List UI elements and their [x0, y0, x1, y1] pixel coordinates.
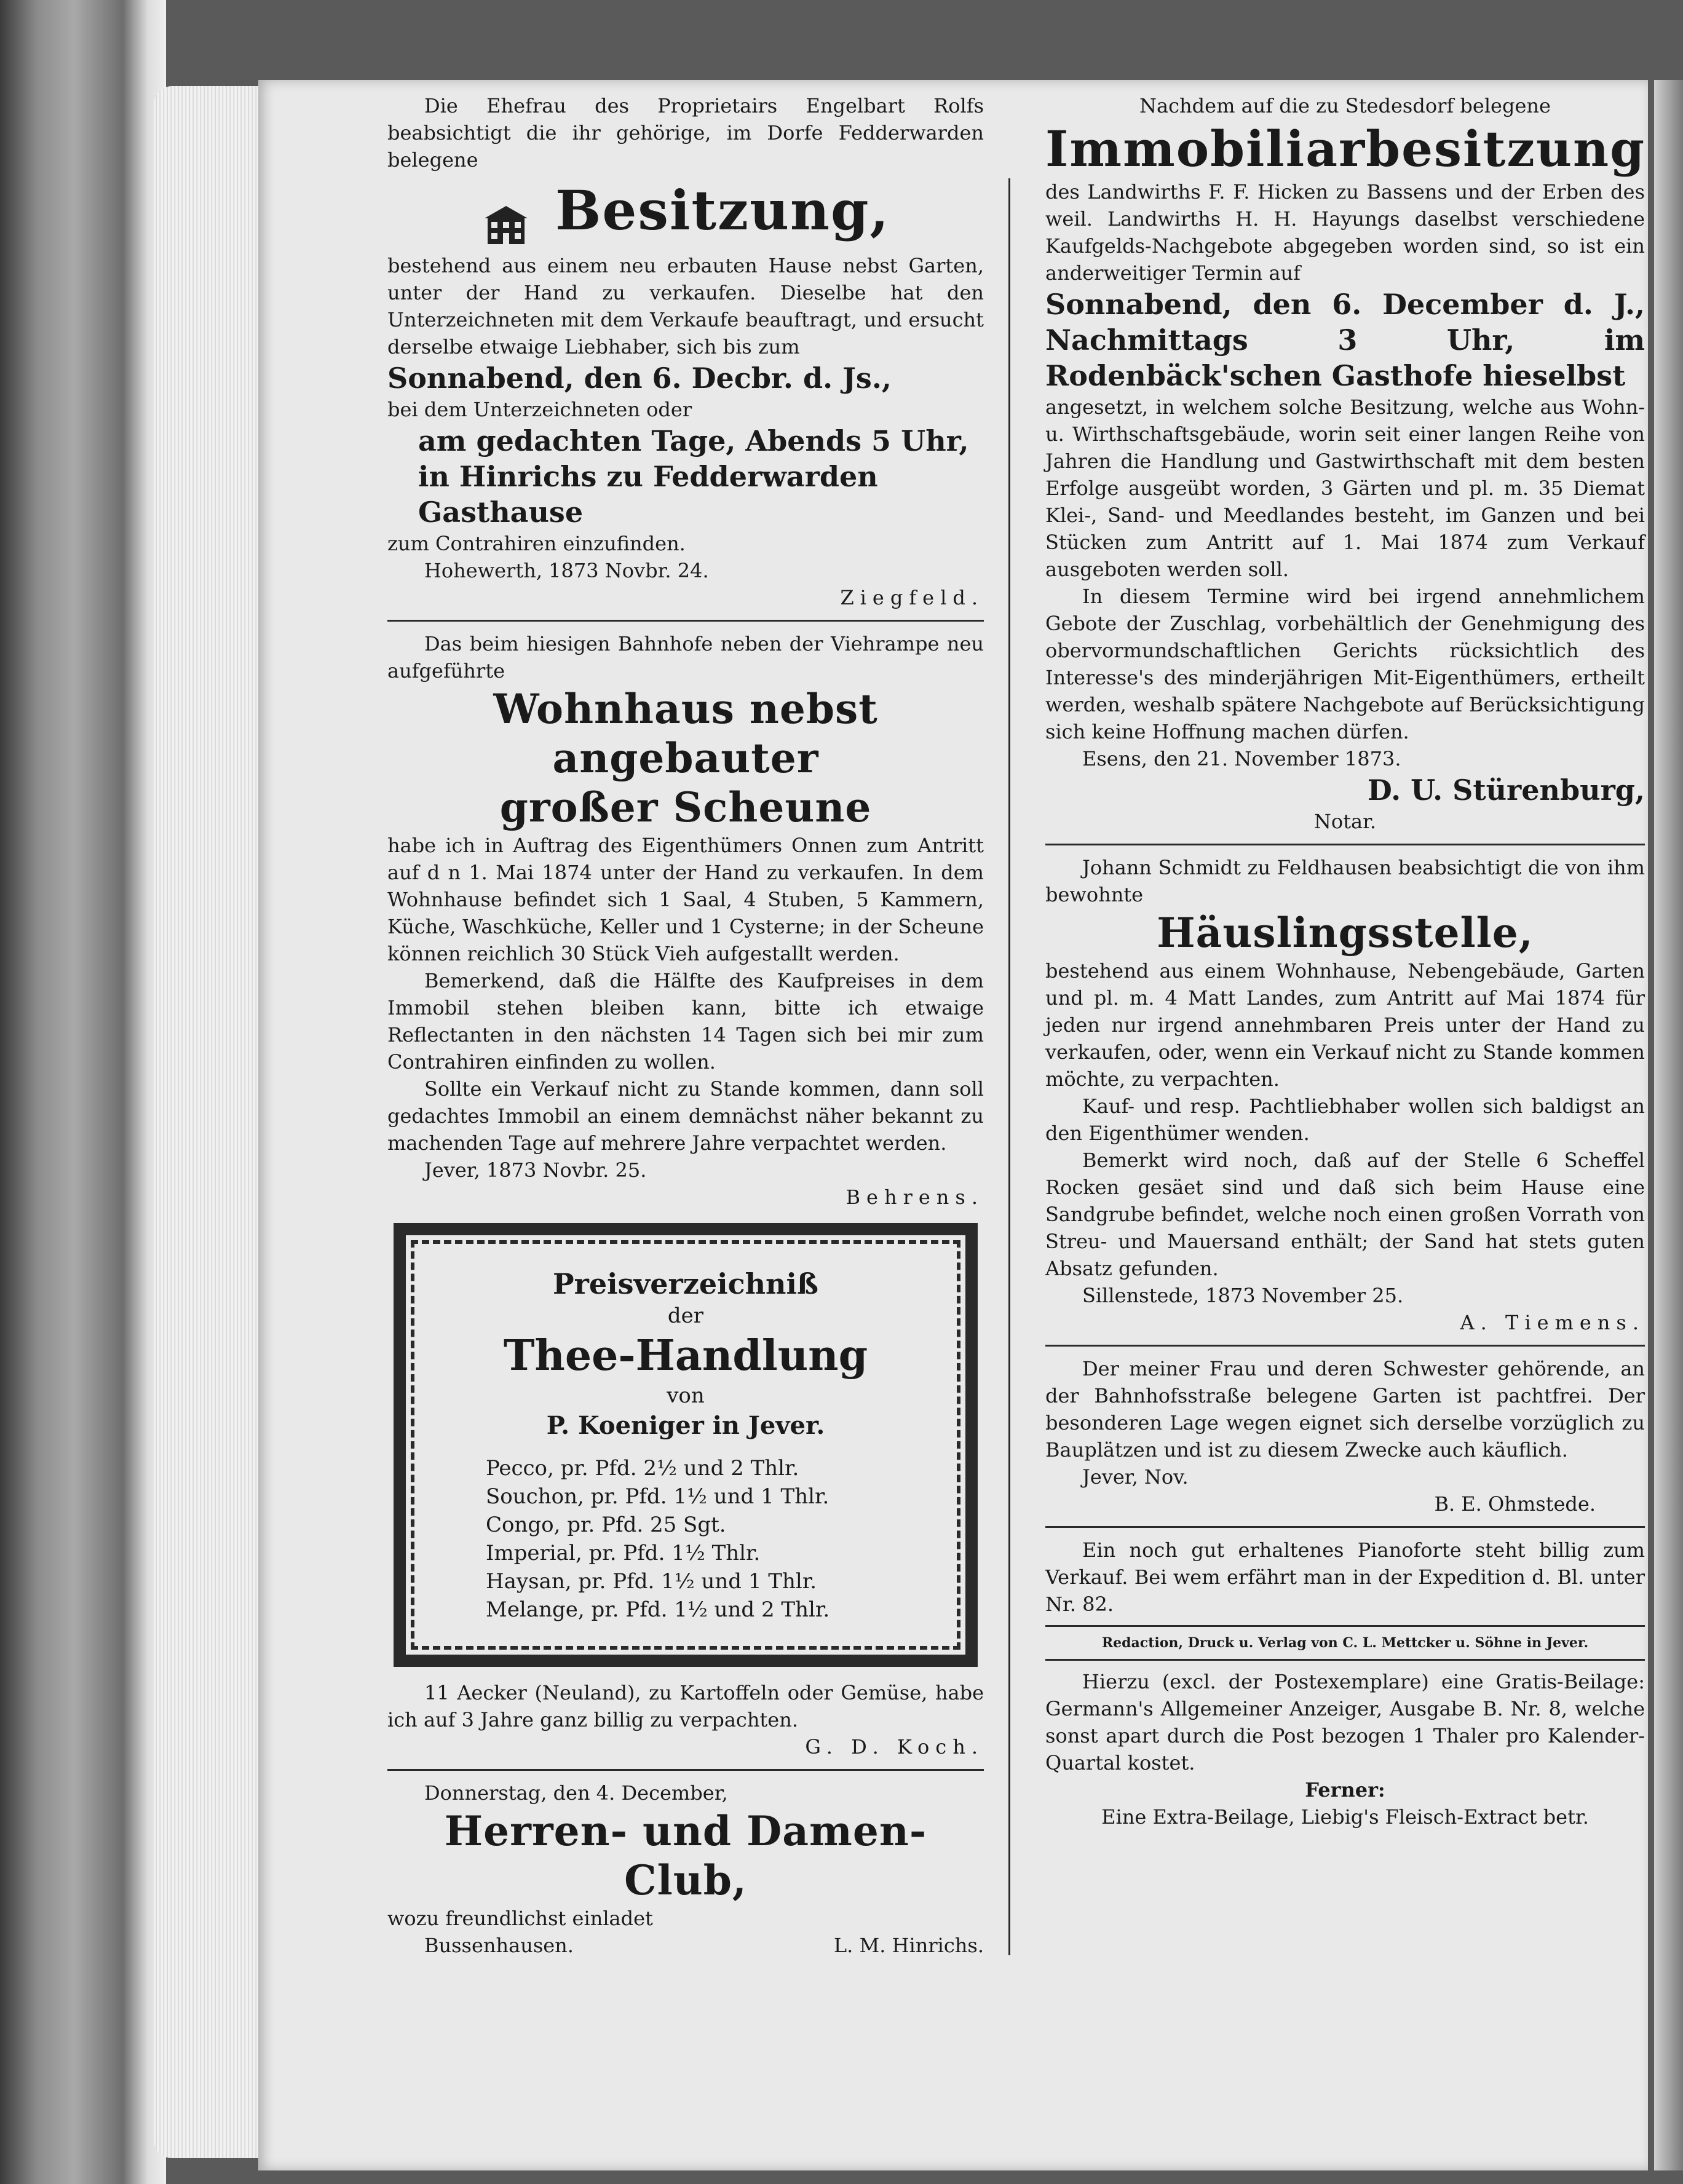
- ad-day-line: am gedachten Tage, Abends 5 Uhr,: [418, 424, 969, 457]
- ad-besitzung: [387, 92, 984, 611]
- ad-signature: D. U. Stürenburg,: [1367, 774, 1645, 807]
- ad-headline: Besitzung,: [555, 178, 890, 242]
- ad-body-2: Bemerkend, daß die Hälfte des Kaufpreises in dem Immobil stehen bleiben kann, bitte ich etwaige Reflectanten in den nächsten 14 Tagen sich bei mir zum Contrahiren einfinden zu wollen.: [387, 968, 984, 1074]
- separator-rule: [387, 1769, 984, 1771]
- ad-at-line: bei dem Unterzeichneten oder: [387, 397, 692, 421]
- price-item: Pecco, pr. Pfd. 2½ und 2 Thlr.: [486, 1455, 799, 1481]
- house-icon: [481, 203, 531, 246]
- ad-date: Donnerstag, den 4. December,: [424, 1781, 728, 1805]
- ad-body: bestehend aus einem neu erbauten Hause nebst Garten, unter der Hand zu verkaufen. Dieselbe hat den Unterzeichneten mit dem Verkaufe beauftragt, und ersucht derselbe etwaige Liebhaber, sich bis zum: [387, 253, 984, 358]
- ad-headline: Wohnhaus nebst angebauter: [493, 684, 878, 782]
- ad-dateline: Jever, 1873 Novbr. 25.: [424, 1158, 647, 1182]
- price-list-title: Preisverzeichniß: [553, 1267, 818, 1300]
- ad-signature: Ziegfeld.: [840, 585, 984, 609]
- separator-rule: [387, 620, 984, 622]
- price-list-shop: Thee-Handlung: [503, 1331, 868, 1380]
- price-item: Haysan, pr. Pfd. 1½ und 1 Thlr.: [486, 1569, 817, 1594]
- ad-signature: A. Tiemens.: [1460, 1311, 1645, 1334]
- ad-headline: Immobiliarbesitzung: [1045, 120, 1646, 178]
- ad-place: Bussenhausen.: [424, 1933, 574, 1957]
- ad-dateline: Jever, Nov.: [1082, 1465, 1189, 1489]
- left-column: [387, 92, 984, 1965]
- ad-intro: Nachdem auf die zu Stedesdorf belegene: [1139, 94, 1551, 117]
- ad-body: bestehend aus einem Wohnhause, Nebengebäude, Garten und pl. m. 4 Matt Landes, zum Antritt auf Mai 1874 für jeden nur irgend annehmbaren Preis unter der Hand zu verkaufen, oder, wenn ein Verkauf nicht zu Stande kommen möchte, zu verpachten.: [1045, 959, 1645, 1091]
- ad-dateline: Sillenstede, 1873 November 25.: [1082, 1284, 1404, 1307]
- ad-headline: Herren- und Damen-Club,: [444, 1806, 927, 1904]
- ad-signature: Behrens.: [845, 1185, 984, 1209]
- imprint-line: Redaction, Druck u. Verlag von C. L. Mettcker u. Söhne in Jever.: [1045, 1625, 1645, 1661]
- price-item: Souchon, pr. Pfd. 1½ und 1 Thlr.: [486, 1484, 830, 1509]
- supplement-note: [1045, 1668, 1645, 1830]
- book-edge: [0, 0, 166, 2184]
- price-item: Congo, pr. Pfd. 25 Sgt.: [486, 1512, 726, 1537]
- ad-body: Der meiner Frau und deren Schwester gehörende, an der Bahnhofsstraße belegene Garten ist pachtfrei. Der besonderen Lage wegen eignet sich derselbe vorzüglich zu Bauplätzen und ist zu diesem Zwecke auch käuflich.: [1045, 1357, 1645, 1462]
- right-column: [1045, 92, 1645, 1837]
- ad-body-2: angesetzt, in welchem solche Besitzung, welche aus Wohn- u. Wirthschaftsgebäude, worin seit einer langen Reihe von Jahren die Handlung und Gastwirthschaft mit dem besten Erfolge ausgeübt worden, 3 Gärten und pl. m. 35 Diemat Klei-, Sand- und Meedlandes besteht, im Ganzen und bei Stücken zum Antritt auf 1. Mai 1874 zum Verkauf ausgeboten werden soll.: [1045, 395, 1645, 581]
- ad-headline-row: [387, 180, 984, 246]
- price-item: Imperial, pr. Pfd. 1½ Thlr.: [486, 1540, 761, 1565]
- price-list-owner: P. Koeniger in Jever.: [546, 1410, 825, 1440]
- ad-body-2: Kauf- und resp. Pachtliebhaber wollen sich baldigst an den Eigenthümer wenden.: [1045, 1094, 1645, 1145]
- separator-rule: [1045, 1526, 1645, 1528]
- ad-signature-title: Notar.: [1313, 810, 1377, 833]
- ad-signature: B. E. Ohmstede.: [1434, 1492, 1596, 1516]
- ad-aecker: [387, 1679, 984, 1760]
- supplement-extra: Eine Extra-Beilage, Liebig's Fleisch-Extract betr.: [1101, 1805, 1589, 1829]
- ad-place-line: in Hinrichs zu Fedderwarden: [418, 459, 878, 493]
- supplement-body: Hierzu (excl. der Postexemplare) eine Gratis-Beilage: Germann's Allgemeiner Anzeiger, Ausgabe B. Nr. 8, welche sonst apart durch die Post bezogen 1 Thaler pro Kalender-Quartal kostet.: [1045, 1670, 1645, 1775]
- separator-rule: [1045, 1345, 1645, 1347]
- ad-footer-row: [387, 1932, 984, 1959]
- price-list-der: der: [667, 1303, 704, 1328]
- ad-haeuslingsstelle: [1045, 854, 1645, 1336]
- ad-closing: zum Contrahiren einzufinden.: [387, 531, 686, 555]
- ad-garten: [1045, 1355, 1645, 1517]
- ad-date-line: Sonnabend, den 6. December d. J., Nachmittags 3 Uhr, im Rodenbäck'schen Gasthofe hieselbst: [1045, 288, 1645, 392]
- ad-intro: Das beim hiesigen Bahnhofe neben der Viehrampe neu aufgeführte: [387, 631, 984, 682]
- ad-place-line-2: Gasthause: [418, 495, 584, 529]
- ad-body: des Landwirths F. F. Hicken zu Bassens und der Erben des weil. Landwirths H. H. Hayungs daselbst verschiedene Kaufgelds-Nachgebote abgegeben worden sind, so ist ein anderweitiger Termin auf: [1045, 180, 1645, 285]
- column-divider: [1008, 178, 1010, 1955]
- ad-body-3: In diesem Termine wird bei irgend annehmlichem Gebote der Zuschlag, vorbehältlich der Genehmigung des obervormundschaftlichen Gerichts rücksichtlich des Interesse's des minderjährigen Mit-Eigenthümers, ertheilt werden, weshalb spätere Nachgebote auf Berücksichtigung sich keine Hoffnung machen dürfen.: [1045, 585, 1645, 743]
- separator-rule: [1045, 844, 1645, 845]
- price-list-box: [394, 1223, 978, 1667]
- ad-signature: G. D. Koch.: [805, 1735, 984, 1759]
- ad-dateline: Esens, den 21. November 1873.: [1082, 747, 1401, 770]
- price-list-von: von: [667, 1383, 705, 1408]
- ad-headline: Häuslingsstelle,: [1157, 909, 1534, 957]
- ad-body: 11 Aecker (Neuland), zu Kartoffeln oder Gemüse, habe ich auf 3 Jahre ganz billig zu verpachten.: [387, 1680, 984, 1731]
- ad-club: [387, 1779, 984, 1959]
- ad-body: Ein noch gut erhaltenes Pianoforte steht billig zum Verkauf. Bei wem erfährt man in der Expedition d. Bl. unter Nr. 82.: [1045, 1538, 1645, 1616]
- ad-date-line: Sonnabend, den 6. Decbr. d. Js.,: [387, 361, 892, 395]
- ad-body: habe ich in Auftrag des Eigenthümers Onnen zum Antritt auf d n 1. Mai 1874 unter der Hand zu verkaufen. In dem Wohnhause befindet sich 1 Saal, 4 Stuben, 5 Kammern, Küche, Waschküche, Keller und 1 Cysterne; in der Scheune können reichlich 30 Stück Vieh aufgestallt werden.: [387, 833, 984, 965]
- supplement-ferner: Ferner:: [1305, 1778, 1385, 1802]
- ad-immobiliarbesitzung: [1045, 92, 1645, 835]
- ad-dateline: Hohewerth, 1873 Novbr. 24.: [424, 558, 709, 582]
- ad-headline-2: großer Scheune: [499, 783, 872, 831]
- ad-body-3: Sollte ein Verkauf nicht zu Stande kommen, dann soll gedachtes Immobil an einem demnächst näher bekannt zu machenden Tage auf mehrere Jahre verpachtet werden.: [387, 1077, 984, 1155]
- price-item: Melange, pr. Pfd. 1½ und 2 Thlr.: [486, 1597, 830, 1622]
- ad-intro: Die Ehefrau des Proprietairs Engelbart Rolfs beabsichtigt die ihr gehörige, im Dorfe Fedderwarden belegene: [387, 94, 984, 172]
- page-stack: [154, 86, 271, 2158]
- price-list-items: [486, 1454, 929, 1624]
- ad-intro: Johann Schmidt zu Feldhausen beabsichtigt die von ihm bewohnte: [1045, 856, 1645, 906]
- ad-pianoforte: [1045, 1537, 1645, 1618]
- ad-body-3: Bemerkt wird noch, daß auf der Stelle 6 Scheffel Rocken gesäet sind und daß sich beim Hause eine Sandgrube befindet, welche noch einen großen Vorrath von Streu- und Mauersand enthält; der Sand hat stets guten Absatz gefunden.: [1045, 1149, 1645, 1280]
- ad-invite: wozu freundlichst einladet: [387, 1906, 653, 1930]
- ad-wohnhaus: [387, 630, 984, 1211]
- ad-signature: L. M. Hinrichs.: [833, 1933, 984, 1957]
- facing-page-edge: [1654, 80, 1683, 2170]
